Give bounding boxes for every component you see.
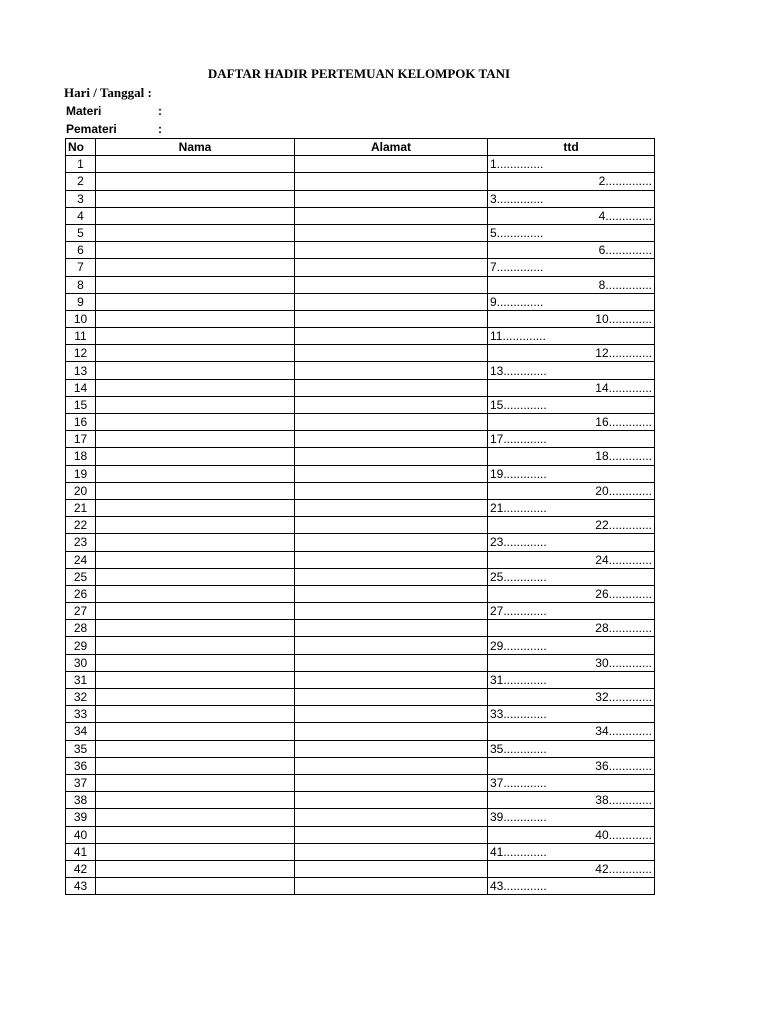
row-no-cell: 13: [66, 362, 96, 379]
row-ttd-cell[interactable]: 13.............: [488, 362, 655, 379]
row-alamat-cell[interactable]: [295, 534, 488, 551]
table-row: [66, 190, 655, 207]
hari-tanggal-field: [64, 84, 152, 102]
table-row: [66, 757, 655, 774]
row-nama-cell[interactable]: [96, 637, 295, 654]
row-nama-cell[interactable]: [96, 723, 295, 740]
row-alamat-cell[interactable]: [295, 843, 488, 860]
row-alamat-cell[interactable]: [295, 293, 488, 310]
table-row: [66, 465, 655, 482]
row-no-cell: 37: [66, 774, 96, 791]
row-ttd-cell[interactable]: 10.............: [488, 310, 655, 327]
row-alamat-cell[interactable]: [295, 792, 488, 809]
table-row: [66, 482, 655, 499]
row-alamat-cell[interactable]: [295, 551, 488, 568]
row-alamat-cell[interactable]: [295, 414, 488, 431]
row-nama-cell[interactable]: [96, 379, 295, 396]
row-no-cell: 12: [66, 345, 96, 362]
row-nama-cell[interactable]: [96, 551, 295, 568]
table-row: [66, 689, 655, 706]
row-no-cell: 17: [66, 431, 96, 448]
table-row: [66, 585, 655, 602]
row-nama-cell[interactable]: [96, 276, 295, 293]
row-nama-cell[interactable]: [96, 310, 295, 327]
table-row: [66, 173, 655, 190]
row-ttd-cell[interactable]: 16.............: [488, 414, 655, 431]
row-no-cell: 2: [66, 173, 96, 190]
row-alamat-cell[interactable]: [295, 826, 488, 843]
table-header-row: [66, 139, 655, 156]
table-row: [66, 517, 655, 534]
row-no-cell: 16: [66, 414, 96, 431]
row-alamat-cell[interactable]: [295, 723, 488, 740]
row-ttd-cell[interactable]: 32.............: [488, 689, 655, 706]
row-ttd-cell[interactable]: 35.............: [488, 740, 655, 757]
row-ttd-cell[interactable]: 28.............: [488, 620, 655, 637]
row-ttd-cell[interactable]: 33.............: [488, 706, 655, 723]
row-nama-cell[interactable]: [96, 792, 295, 809]
row-no-cell: 14: [66, 379, 96, 396]
row-ttd-cell[interactable]: 40.............: [488, 826, 655, 843]
row-nama-cell[interactable]: [96, 706, 295, 723]
row-ttd-cell[interactable]: 43.............: [488, 878, 655, 895]
table-row: [66, 671, 655, 688]
row-ttd-cell[interactable]: 34.............: [488, 723, 655, 740]
row-alamat-cell[interactable]: [295, 224, 488, 241]
row-alamat-cell[interactable]: [295, 637, 488, 654]
row-ttd-cell[interactable]: 4..............: [488, 207, 655, 224]
table-row: [66, 448, 655, 465]
row-ttd-cell[interactable]: 7..............: [488, 259, 655, 276]
row-ttd-cell[interactable]: 8..............: [488, 276, 655, 293]
table-row: [66, 637, 655, 654]
row-nama-cell[interactable]: [96, 878, 295, 895]
row-ttd-cell[interactable]: 31.............: [488, 671, 655, 688]
row-nama-cell[interactable]: [96, 431, 295, 448]
row-nama-cell[interactable]: [96, 156, 295, 173]
row-nama-cell[interactable]: [96, 499, 295, 516]
table-row: [66, 551, 655, 568]
table-row: [66, 620, 655, 637]
row-ttd-cell[interactable]: 15.............: [488, 396, 655, 413]
row-ttd-cell[interactable]: 20.............: [488, 482, 655, 499]
row-nama-cell[interactable]: [96, 328, 295, 345]
row-alamat-cell[interactable]: [295, 654, 488, 671]
row-nama-cell[interactable]: [96, 517, 295, 534]
row-no-cell: 38: [66, 792, 96, 809]
row-ttd-cell[interactable]: 1..............: [488, 156, 655, 173]
row-alamat-cell[interactable]: [295, 328, 488, 345]
pemateri-field: [66, 120, 162, 138]
row-no-cell: 21: [66, 499, 96, 516]
row-nama-cell[interactable]: [96, 224, 295, 241]
row-ttd-cell[interactable]: 23.............: [488, 534, 655, 551]
table-row: [66, 740, 655, 757]
row-nama-cell[interactable]: [96, 448, 295, 465]
row-ttd-cell[interactable]: 19.............: [488, 465, 655, 482]
row-alamat-cell[interactable]: [295, 448, 488, 465]
row-nama-cell[interactable]: [96, 207, 295, 224]
row-alamat-cell[interactable]: [295, 671, 488, 688]
row-nama-cell[interactable]: [96, 293, 295, 310]
table-row: [66, 568, 655, 585]
table-row: [66, 242, 655, 259]
materi-colon: :: [158, 104, 162, 118]
row-nama-cell[interactable]: [96, 465, 295, 482]
row-no-cell: 32: [66, 689, 96, 706]
row-no-cell: 11: [66, 328, 96, 345]
row-no-cell: 25: [66, 568, 96, 585]
row-nama-cell[interactable]: [96, 568, 295, 585]
header-nama: Nama: [96, 139, 295, 156]
row-nama-cell[interactable]: [96, 774, 295, 791]
row-alamat-cell[interactable]: [295, 740, 488, 757]
row-no-cell: 30: [66, 654, 96, 671]
row-ttd-cell[interactable]: 39.............: [488, 809, 655, 826]
row-nama-cell[interactable]: [96, 809, 295, 826]
hari-tanggal-label: Hari / Tanggal :: [64, 85, 152, 100]
row-alamat-cell[interactable]: [295, 379, 488, 396]
row-nama-cell[interactable]: [96, 259, 295, 276]
row-ttd-cell[interactable]: 36.............: [488, 757, 655, 774]
materi-label: Materi: [66, 104, 102, 118]
row-ttd-cell[interactable]: 37.............: [488, 774, 655, 791]
row-no-cell: 8: [66, 276, 96, 293]
row-alamat-cell[interactable]: [295, 345, 488, 362]
row-no-cell: 19: [66, 465, 96, 482]
row-ttd-cell[interactable]: 29.............: [488, 637, 655, 654]
row-nama-cell[interactable]: [96, 757, 295, 774]
row-alamat-cell[interactable]: [295, 310, 488, 327]
row-no-cell: 36: [66, 757, 96, 774]
row-no-cell: 3: [66, 190, 96, 207]
row-nama-cell[interactable]: [96, 860, 295, 877]
row-no-cell: 24: [66, 551, 96, 568]
header-alamat: Alamat: [295, 139, 488, 156]
table-row: [66, 774, 655, 791]
table-row: [66, 654, 655, 671]
table-row: [66, 431, 655, 448]
row-ttd-cell[interactable]: 9..............: [488, 293, 655, 310]
row-nama-cell[interactable]: [96, 620, 295, 637]
header-ttd: ttd: [488, 139, 655, 156]
row-ttd-cell[interactable]: 3..............: [488, 190, 655, 207]
row-no-cell: 27: [66, 603, 96, 620]
row-ttd-cell[interactable]: 12.............: [488, 345, 655, 362]
table-row: [66, 706, 655, 723]
table-row: [66, 224, 655, 241]
row-ttd-cell[interactable]: 25.............: [488, 568, 655, 585]
row-no-cell: 29: [66, 637, 96, 654]
row-alamat-cell[interactable]: [295, 517, 488, 534]
row-no-cell: 28: [66, 620, 96, 637]
pemateri-colon: :: [158, 122, 162, 136]
row-ttd-cell[interactable]: 22.............: [488, 517, 655, 534]
row-ttd-cell[interactable]: 41.............: [488, 843, 655, 860]
row-ttd-cell[interactable]: 38.............: [488, 792, 655, 809]
row-alamat-cell[interactable]: [295, 585, 488, 602]
row-alamat-cell[interactable]: [295, 860, 488, 877]
row-alamat-cell[interactable]: [295, 689, 488, 706]
table-row: [66, 310, 655, 327]
table-row: [66, 723, 655, 740]
row-no-cell: 39: [66, 809, 96, 826]
document-title: DAFTAR HADIR PERTEMUAN KELOMPOK TANI: [207, 66, 511, 81]
row-nama-cell[interactable]: [96, 843, 295, 860]
row-nama-cell[interactable]: [96, 414, 295, 431]
row-nama-cell[interactable]: [96, 242, 295, 259]
table-row: [66, 860, 655, 877]
row-alamat-cell[interactable]: [295, 207, 488, 224]
table-row: [66, 259, 655, 276]
table-row: [66, 603, 655, 620]
row-no-cell: 41: [66, 843, 96, 860]
row-alamat-cell[interactable]: [295, 774, 488, 791]
row-no-cell: 23: [66, 534, 96, 551]
row-alamat-cell[interactable]: [295, 396, 488, 413]
row-no-cell: 33: [66, 706, 96, 723]
row-alamat-cell[interactable]: [295, 259, 488, 276]
row-alamat-cell[interactable]: [295, 362, 488, 379]
row-no-cell: 43: [66, 878, 96, 895]
row-alamat-cell[interactable]: [295, 190, 488, 207]
row-nama-cell[interactable]: [96, 362, 295, 379]
header-no: No: [66, 139, 96, 156]
row-ttd-cell[interactable]: 17.............: [488, 431, 655, 448]
table-row: [66, 809, 655, 826]
attendance-table: [65, 138, 655, 895]
table-row: [66, 792, 655, 809]
row-no-cell: 1: [66, 156, 96, 173]
row-no-cell: 34: [66, 723, 96, 740]
row-alamat-cell[interactable]: [295, 809, 488, 826]
row-alamat-cell[interactable]: [295, 757, 488, 774]
row-ttd-cell[interactable]: 26.............: [488, 585, 655, 602]
row-nama-cell[interactable]: [96, 482, 295, 499]
row-no-cell: 9: [66, 293, 96, 310]
row-alamat-cell[interactable]: [295, 482, 488, 499]
row-no-cell: 6: [66, 242, 96, 259]
table-row: [66, 328, 655, 345]
table-row: [66, 534, 655, 551]
row-ttd-cell[interactable]: 18.............: [488, 448, 655, 465]
row-no-cell: 31: [66, 671, 96, 688]
row-no-cell: 5: [66, 224, 96, 241]
row-nama-cell[interactable]: [96, 345, 295, 362]
table-row: [66, 499, 655, 516]
row-nama-cell[interactable]: [96, 585, 295, 602]
row-alamat-cell[interactable]: [295, 603, 488, 620]
row-no-cell: 15: [66, 396, 96, 413]
row-ttd-cell[interactable]: 6..............: [488, 242, 655, 259]
table-row: [66, 826, 655, 843]
row-alamat-cell[interactable]: [295, 242, 488, 259]
table-row: [66, 362, 655, 379]
row-nama-cell[interactable]: [96, 603, 295, 620]
table-row: [66, 843, 655, 860]
row-no-cell: 22: [66, 517, 96, 534]
table-row: [66, 379, 655, 396]
row-ttd-cell[interactable]: 11.............: [488, 328, 655, 345]
row-alamat-cell[interactable]: [295, 465, 488, 482]
row-alamat-cell[interactable]: [295, 620, 488, 637]
table-row: [66, 414, 655, 431]
row-ttd-cell[interactable]: 30.............: [488, 654, 655, 671]
row-no-cell: 26: [66, 585, 96, 602]
row-alamat-cell[interactable]: [295, 156, 488, 173]
row-no-cell: 40: [66, 826, 96, 843]
row-no-cell: 10: [66, 310, 96, 327]
table-row: [66, 345, 655, 362]
row-nama-cell[interactable]: [96, 173, 295, 190]
row-alamat-cell[interactable]: [295, 568, 488, 585]
row-no-cell: 7: [66, 259, 96, 276]
row-nama-cell[interactable]: [96, 826, 295, 843]
materi-field: [66, 102, 162, 120]
pemateri-label: Pemateri: [66, 122, 117, 136]
table-row: [66, 878, 655, 895]
row-no-cell: 18: [66, 448, 96, 465]
row-ttd-cell[interactable]: 42.............: [488, 860, 655, 877]
table-row: [66, 396, 655, 413]
row-nama-cell[interactable]: [96, 190, 295, 207]
row-no-cell: 35: [66, 740, 96, 757]
row-nama-cell[interactable]: [96, 534, 295, 551]
row-alamat-cell[interactable]: [295, 173, 488, 190]
row-alamat-cell[interactable]: [295, 431, 488, 448]
table-row: [66, 156, 655, 173]
table-row: [66, 276, 655, 293]
row-alamat-cell[interactable]: [295, 878, 488, 895]
row-nama-cell[interactable]: [96, 396, 295, 413]
row-ttd-cell[interactable]: 27.............: [488, 603, 655, 620]
row-ttd-cell[interactable]: 24.............: [488, 551, 655, 568]
row-nama-cell[interactable]: [96, 654, 295, 671]
row-nama-cell[interactable]: [96, 671, 295, 688]
row-nama-cell[interactable]: [96, 740, 295, 757]
row-ttd-cell[interactable]: 2..............: [488, 173, 655, 190]
row-no-cell: 42: [66, 860, 96, 877]
table-row: [66, 207, 655, 224]
table-row: [66, 293, 655, 310]
row-alamat-cell[interactable]: [295, 706, 488, 723]
row-no-cell: 20: [66, 482, 96, 499]
row-ttd-cell[interactable]: 5..............: [488, 224, 655, 241]
row-no-cell: 4: [66, 207, 96, 224]
row-alamat-cell[interactable]: [295, 276, 488, 293]
row-ttd-cell[interactable]: 14.............: [488, 379, 655, 396]
row-ttd-cell[interactable]: 21.............: [488, 499, 655, 516]
row-nama-cell[interactable]: [96, 689, 295, 706]
row-alamat-cell[interactable]: [295, 499, 488, 516]
